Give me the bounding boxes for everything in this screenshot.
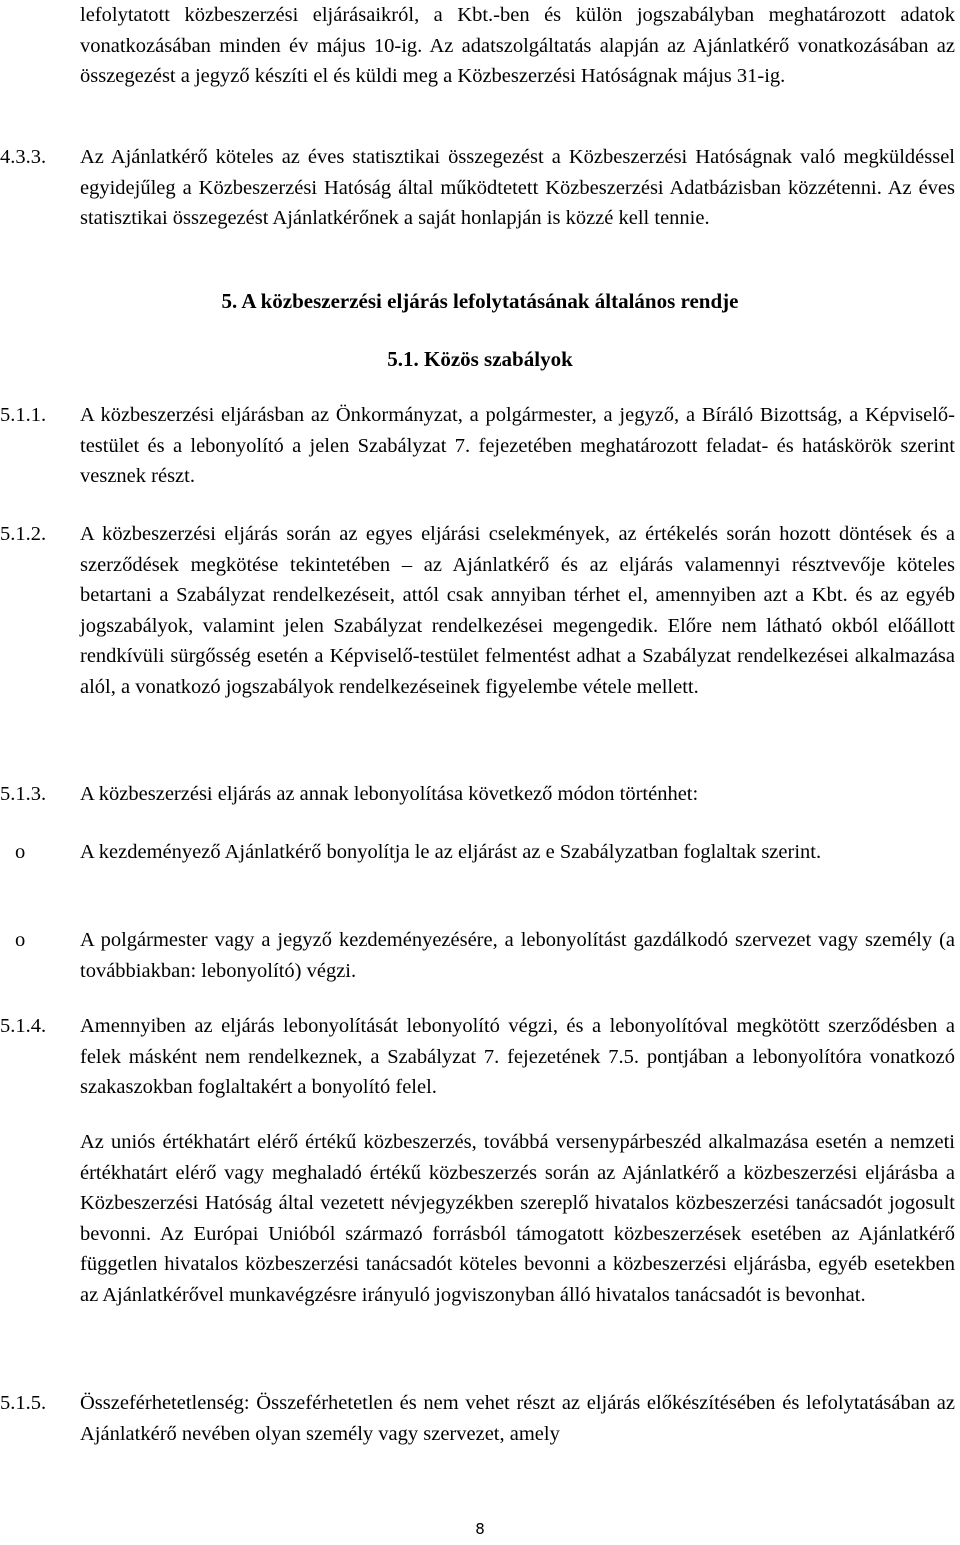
section-5-1-3 <box>0 779 955 810</box>
section-number: 5.1.1. <box>0 404 47 426</box>
list-item-text: A polgármester vagy a jegyző kezdeményezésére, a lebonyolítást gazdálkodó szervezet vagy személy (a továbbiakban: lebonyolító) végzi. <box>80 929 955 982</box>
section-5-1-4-continuation: Az uniós értékhatárt elérő értékű közbeszerzés, továbbá versenypárbeszéd alkalmazása esetén a nemzeti értékhatárt elérő vagy meghaladó értékű közbeszerzés során az Ajánlatkérő a közbeszerzési eljárásba a Közbeszerzési Hatóság által vezetett névjegyzékben szereplő hivatalos közbeszerzési tanácsadót jogosult bevonni. Az Európai Unióból származó forrásból támogatott közbeszerzések esetében az Ajánlatkérő független hivatalos közbeszerzési tanácsadót köteles bevonni a közbeszerzési eljárásba, egyéb esetekben az Ajánlatkérővel munkavégzésre irányuló jogviszonyban álló hivatalos tanácsadót is bevonhat. <box>80 1131 955 1306</box>
list-item <box>0 837 955 868</box>
section-text: A közbeszerzési eljárás során az egyes eljárási cselekmények, az értékelés során hozott döntések és a szerződések megkötése tekintetében – az Ajánlatkérő és az eljárás valamennyi résztvevője köteles betartani a Szabályzat rendelkezéseit, attól csak annyiban térhet el, amennyiben azt a Kbt. és az egyéb jogszabályok, valamint jelen Szabályzat rendelkezései megengedik. Előre nem látható okból előállott rendkívüli sürgősség esetén a Képviselő-testület felmentést adhat a Szabályzat rendelkezései alkalmazása alól, a vonatkozó jogszabályok rendelkezéseinek figyelembe vétele mellett. <box>80 523 955 698</box>
heading-section-5: 5. A közbeszerzési eljárás lefolytatásának általános rendje <box>221 289 739 313</box>
section-number: 5.1.4. <box>0 1015 47 1037</box>
list-item <box>0 925 955 986</box>
section-4-3-3 <box>0 142 955 234</box>
section-text: Az Ajánlatkérő köteles az éves statisztikai összegezést a Közbeszerzési Hatóságnak való megküldéssel egyidejűleg a Közbeszerzési Hatóság által működtetett Közbeszerzési Adatbázisban közzétenni. Az éves statisztikai összegezést Ajánlatkérőnek a saját honlapján is közzé kell tennie. <box>80 146 955 229</box>
bullet-marker: o <box>15 929 26 951</box>
section-text: A közbeszerzési eljárásban az Önkormányzat, a polgármester, a jegyző, a Bíráló Bizottság, a Képviselő-testület és a lebonyolító a jelen Szabályzat 7. fejezetében meghatározott feladat- és hatáskörök szerint vesznek részt. <box>80 404 955 487</box>
section-5-1-4 <box>0 1011 955 1103</box>
section-5-1-1 <box>0 400 955 492</box>
section-text: Amennyiben az eljárás lebonyolítását lebonyolító végzi, és a lebonyolítóval megkötött szerződésben a felek másként nem rendelkeznek, a Szabályzat 7. fejezetének 7.5. pontjában a lebonyolítóra vonatkozó szakaszokban foglaltakért a bonyolító felel. <box>80 1015 955 1098</box>
intro-paragraph: lefolytatott közbeszerzési eljárásaikról, a Kbt.-ben és külön jogszabályban meghatározott adatok vonatkozásában minden év május 10-ig. Az adatszolgáltatás alapján az Ajánlatkérő vonatkozásában az összegezést a jegyző készíti el és küldi meg a Közbeszerzési Hatóságnak május 31-ig. <box>80 4 955 87</box>
section-number: 5.1.3. <box>0 783 47 805</box>
heading-section-5-1: 5.1. Közös szabályok <box>387 347 573 371</box>
section-text: A közbeszerzési eljárás az annak lebonyolítása következő módon történhet: <box>80 783 699 805</box>
section-number: 4.3.3. <box>0 146 47 168</box>
section-text: Összeférhetetlenség: Összeférhetetlen és nem vehet részt az eljárás előkészítésében és lefolytatásában az Ajánlatkérő nevében olyan személy vagy szervezet, amely <box>80 1392 955 1445</box>
section-number: 5.1.5. <box>0 1392 47 1414</box>
section-5-1-2 <box>0 519 955 702</box>
list-item-text: A kezdeményező Ajánlatkérő bonyolítja le az eljárást az e Szabályzatban foglaltak szerint. <box>80 841 822 863</box>
section-number: 5.1.2. <box>0 523 47 545</box>
page-number: 8 <box>475 1520 485 1538</box>
bullet-marker: o <box>15 841 26 863</box>
section-5-1-5 <box>0 1388 955 1449</box>
